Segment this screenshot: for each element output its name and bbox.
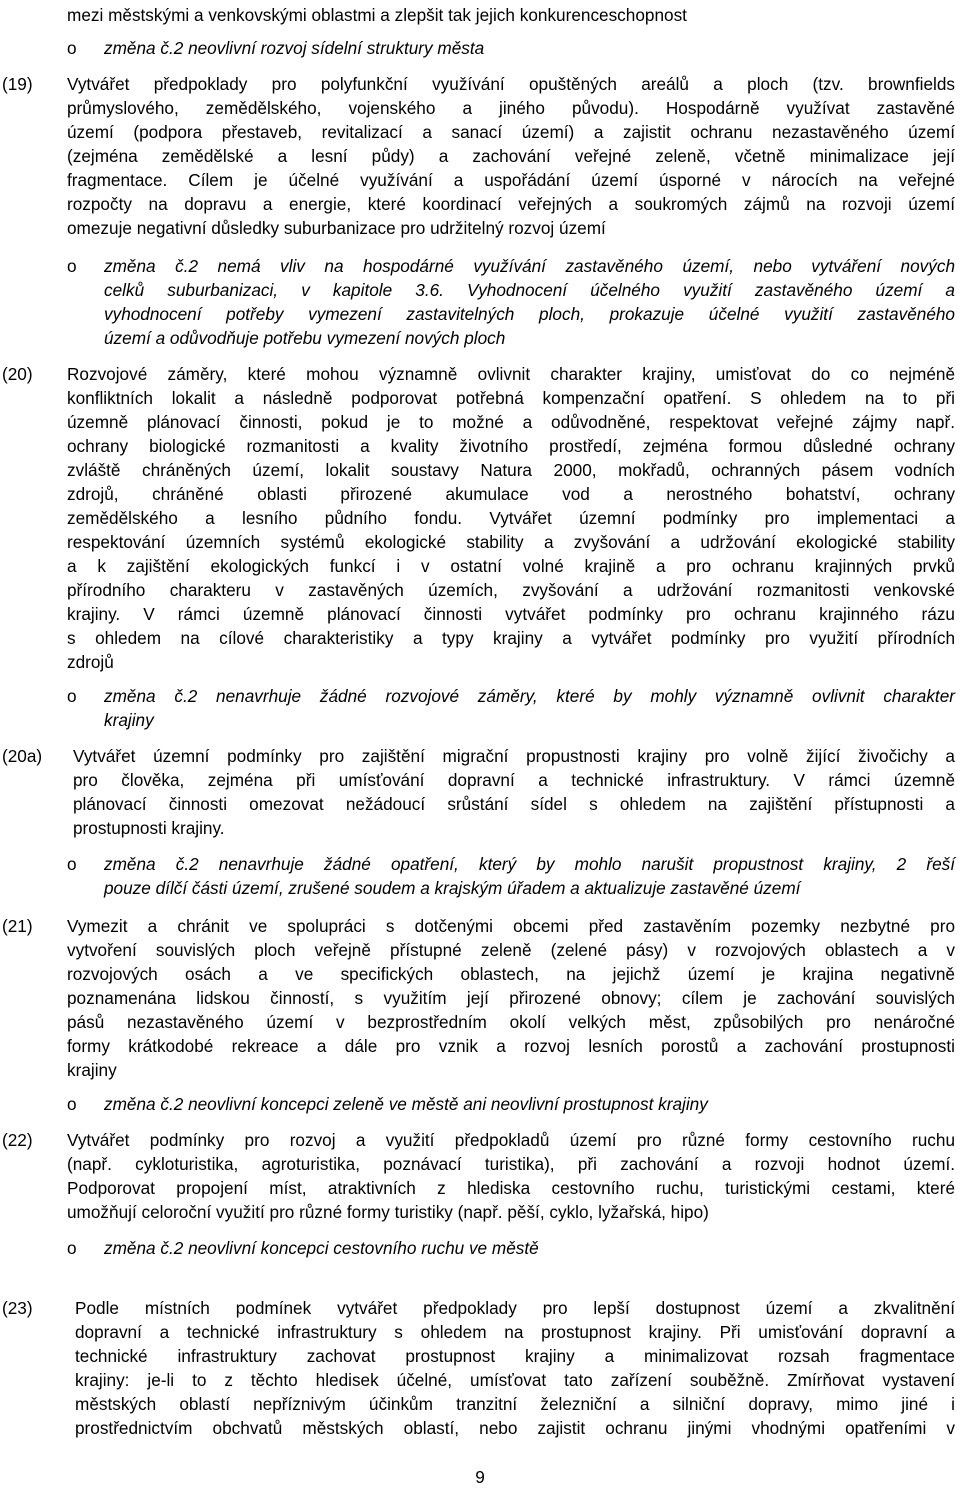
bullet-marker: o (67, 256, 77, 276)
paragraph-number: (23) (2, 1298, 33, 1318)
paragraph-line: pro člověka, zejména při umísťování dopravní a technické infrastruktury. V rámci územně (73, 770, 955, 790)
paragraph-line: plánovací činnosti omezovat nežádoucí srůstání sídel s ohledem na zajištění přístupnosti a (73, 794, 955, 814)
paragraph-line: území (podpora přestaveb, revitalizací a sanací území) a zajistit ochranu nezastavěného území (67, 122, 955, 142)
paragraph-line: územně plánovací činnosti, pokud je to možné a odůvodněné, respektovat veřejné zájmy např. (67, 412, 955, 432)
note-line: vyhodnocení potřeby vymezení zastavitelných ploch, prokazuje účelné využití zastavěného (104, 304, 955, 324)
paragraph-number: (20) (2, 364, 33, 384)
paragraph-line: (např. cykloturistika, agroturistika, poznávací turistika), při zachování a rozvoji hodnot území. (67, 1154, 955, 1174)
bullet-marker: o (67, 38, 77, 58)
paragraph-line: zvláště chráněných území, lokalit soustavy Natura 2000, mokřadů, ochranných pásem vodních (67, 460, 955, 480)
note-line: krajiny (104, 710, 154, 730)
paragraph-line: Vytvářet územní podmínky pro zajištění migrační propustnosti krajiny pro volně žijící živočichy a (73, 746, 955, 766)
paragraph-line: fragmentace. Cílem je účelné využívání a uspořádání území úsporné v nárocích na veřejné (67, 170, 955, 190)
paragraph-number: (19) (2, 74, 33, 94)
bullet-marker: o (67, 854, 77, 874)
paragraph-line: Vymezit a chránit ve spolupráci s dotčenými obcemi před zastavěním pozemky nezbytné pro (67, 916, 955, 936)
paragraph-line: vytvoření souvislých ploch veřejně přístupné zeleně (zelené pásy) v rozvojových oblastech a v (67, 940, 955, 960)
paragraph-line: Podporovat propojení míst, atraktivních z hlediska cestovního ruchu, turistickými cestami, které (67, 1178, 955, 1198)
note-line: území a odůvodňuje potřebu vymezení nových ploch (104, 328, 506, 348)
paragraph-number: (22) (2, 1130, 33, 1150)
paragraph-line: prostřednictvím obchvatů městských oblastí, nebo zajistit ochranu jinými vhodnými opatřeními v (75, 1418, 955, 1438)
paragraph-line: poznamenána lidskou činností, s využitím její přirozené obnovy; cílem je zachování souvislých (67, 988, 955, 1008)
paragraph-number: (20a) (2, 746, 43, 766)
paragraph-line: Vytvářet podmínky pro rozvoj a využití předpokladů území pro různé formy cestovního ruchu (67, 1130, 955, 1150)
paragraph-line: ochrany biologické rozmanitosti a kvality životního prostředí, zejména formou důsledné ochrany (67, 436, 955, 456)
paragraph-line: (zejména zemědělské a lesní půdy) a zachování veřejné zeleně, včetně minimalizace její (67, 146, 955, 166)
paragraph-line: městských oblastí nepříznivým účinkům tranzitní železniční a silniční dopravy, mimo jiné i (75, 1394, 955, 1414)
paragraph-line: umožňují celoroční využití pro různé formy turistiky (např. pěší, cyklo, lyžařská, hipo) (67, 1202, 709, 1222)
paragraph-continuation: mezi městskými a venkovskými oblastmi a zlepšit tak jejich konkurenceschopnost (67, 5, 687, 25)
paragraph-line: krajiny. V rámci územně plánovací činnosti vytvářet podmínky pro ochranu krajinného rázu (67, 604, 955, 624)
paragraph-line: Vytvářet předpoklady pro polyfunkční využívání opuštěných areálů a ploch (tzv. brownfields (67, 74, 955, 94)
paragraph-line: konfliktních lokalit a následně podporovat potřebná kompenzační opatření. S ohledem na to při (67, 388, 955, 408)
paragraph-line: formy krátkodobé rekreace a dále pro vznik a rozvoj lesních porostů a zachování prostupnosti (67, 1036, 955, 1056)
paragraph-line: respektování územních systémů ekologické stability a zvyšování a udržování ekologické stability (67, 532, 955, 552)
paragraph-line: přírodního charakteru v zastavěných územích, zvyšování a udržování rozmanitosti venkovské (67, 580, 955, 600)
paragraph-line: pásů nezastavěného území v bezprostředním okolí velkých měst, způsobilých pro nenáročné (67, 1012, 955, 1032)
paragraph-line: prostupnosti krajiny. (73, 818, 225, 838)
paragraph-line: rozpočty na dopravu a energie, které koordinací veřejných a soukromých zájmů na rozvoji území (67, 194, 955, 214)
note-text: změna č.2 neovlivní rozvoj sídelní struktury města (104, 38, 485, 58)
paragraph-line: s ohledem na cílové charakteristiky a typy krajiny a vytvářet podmínky pro využití přírodních (67, 628, 955, 648)
paragraph-line: zemědělského a lesního půdního fondu. Vytvářet územní podmínky pro implementaci a (67, 508, 955, 528)
paragraph-line: Rozvojové záměry, které mohou významně ovlivnit charakter krajiny, umisťovat do co nejméně (67, 364, 955, 384)
paragraph-line: zdrojů, chráněné oblasti přirozené akumulace vod a nerostného bohatství, ochrany (67, 484, 955, 504)
paragraph-line: technické infrastruktury zachovat prostupnost krajiny a minimalizovat rozsah fragmentace (75, 1346, 955, 1366)
note-line: změna č.2 nenavrhuje žádné rozvojové záměry, které by mohly významně ovlivnit charakter (104, 686, 955, 706)
note-line: změna č.2 neovlivní koncepci zeleně ve městě ani neovlivní prostupnost krajiny (104, 1094, 708, 1114)
paragraph-line: zdrojů (67, 652, 114, 672)
note-line: celků suburbanizaci, v kapitole 3.6. Vyhodnocení účelného využití zastavěného území a (104, 280, 955, 300)
paragraph-line: krajiny: je-li to z těchto hledisek účelné, umísťovat tato zařízení souběžně. Zmírňovat vystavení (75, 1370, 955, 1390)
paragraph-line: průmyslového, zemědělského, vojenského a jiného původu). Hospodárně využívat zastavěné (67, 98, 955, 118)
bullet-marker: o (67, 1094, 77, 1114)
paragraph-line: omezuje negativní důsledky suburbanizace pro udržitelný rozvoj území (67, 218, 606, 238)
page-number: 9 (475, 1467, 485, 1487)
note-line: změna č.2 neovlivní koncepci cestovního ruchu ve městě (104, 1238, 539, 1258)
paragraph-line: a k zajištění ekologických funkcí i v ostatní volné krajině a pro ochranu krajinných prvků (67, 556, 955, 576)
note-line: pouze dílčí části území, zrušené soudem a krajským úřadem a aktualizuje zastavěné území (104, 878, 801, 898)
paragraph-number: (21) (2, 916, 33, 936)
paragraph-line: Podle místních podmínek vytvářet předpoklady pro lepší dostupnost území a zkvalitnění (75, 1298, 955, 1318)
paragraph-line: rozvojových osách a ve specifických oblastech, na jejichž území je krajina negativně (67, 964, 955, 984)
note-line: změna č.2 nemá vliv na hospodárné využívání zastavěného území, nebo vytváření nových (104, 256, 955, 276)
bullet-marker: o (67, 686, 77, 706)
paragraph-line: dopravní a technické infrastruktury s ohledem na prostupnost krajiny. Při umisťování dopravní a (75, 1322, 955, 1342)
note-line: změna č.2 nenavrhuje žádné opatření, který by mohlo narušit propustnost krajiny, 2 řeší (104, 854, 955, 874)
paragraph-line: krajiny (67, 1060, 117, 1080)
bullet-marker: o (67, 1238, 77, 1258)
